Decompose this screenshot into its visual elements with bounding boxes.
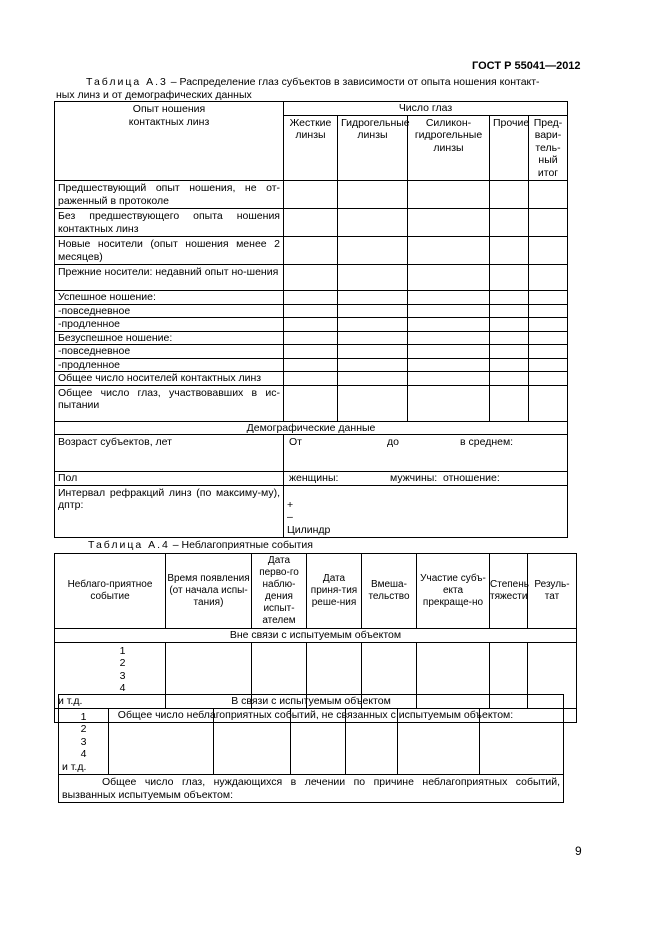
- section-related-header: В связи с испытуемым объектом: [59, 695, 564, 709]
- table-a3-header-experience: [55, 102, 284, 181]
- table-a3-row-label: -продленное: [55, 318, 284, 332]
- table-a3-row-label: -повседневное: [55, 345, 284, 359]
- sex-label: Пол: [55, 472, 284, 486]
- demographics-header: Демографические данные: [55, 421, 568, 435]
- table-a3-header-prelim: Пред-вари-тель-ный итог: [529, 115, 568, 181]
- standard-designation: ГОСТ Р 55041—2012: [472, 60, 581, 72]
- sex-ratio: отношение:: [443, 472, 500, 484]
- refraction-plus: +: [287, 498, 294, 511]
- table-a4-caption-label: Таблица А.4: [88, 539, 170, 551]
- table-a3-caption: [56, 76, 586, 101]
- table-a4-related: [58, 694, 564, 803]
- table-a3-row-label: Без предшествующего опыта ношения контактных линз: [55, 209, 284, 237]
- experience-header-line2: контактных линз: [128, 115, 210, 128]
- refraction-minus: –: [287, 511, 293, 523]
- related-event-numbers: [59, 708, 109, 775]
- event-number: 2: [80, 723, 87, 735]
- total-unrelated: Общее число неблагоприятных событий, не связанных с испытуемым объектом:: [55, 709, 577, 723]
- age-to: до: [387, 436, 399, 448]
- event-number: 4: [119, 682, 126, 694]
- table-a4-header-result: Резуль-тат: [528, 554, 577, 629]
- event-number: 2: [119, 657, 126, 669]
- event-number: 3: [119, 669, 126, 682]
- event-number: 3: [80, 735, 87, 748]
- table-a3-row-label: Предшествующий опыт ношения, не от-раженный в протоколе: [55, 181, 284, 209]
- table-a3-caption-label: Таблица А.3: [86, 76, 168, 88]
- page-number: 9: [575, 844, 582, 858]
- table-a3-row-label: Прежние носители: недавний опыт но-шения: [55, 265, 284, 291]
- age-mean: в среднем:: [460, 436, 514, 448]
- table-a4-header-event: Неблаго-приятное событие: [55, 554, 166, 629]
- age-label: Возраст субъектов, лет: [55, 435, 284, 472]
- refraction-values: [284, 485, 568, 538]
- table-a4-header-obs-date: Дата перво-го наблю-дения испыт-ателем: [252, 554, 307, 629]
- table-a4-header-severity: Степень тяжести: [490, 554, 528, 629]
- table-a3-header-rigid: Жесткие линзы: [284, 115, 338, 181]
- table-a4-header-intervention: Вмеша-тельство: [362, 554, 417, 629]
- sex-values: [284, 472, 568, 486]
- table-a3-row-label: Безуспешное ношение:: [55, 331, 284, 345]
- refraction-label: Интервал рефракций линз (по максиму-му), дптр:: [55, 485, 284, 538]
- table-a3-caption-text: – Распределение глаз субъектов в зависимости от опыта ношения контакт-: [167, 76, 540, 88]
- table-a3-row-label: -повседневное: [55, 304, 284, 318]
- age-values: [284, 435, 568, 472]
- table-a3-row-label: Общее число носителей контактных линз: [55, 372, 284, 386]
- table-a3-row-label: Успешное ношение:: [55, 291, 284, 305]
- refraction-cylinder: Цилиндр: [287, 523, 331, 536]
- table-a3-header-eye-count: Число глаз: [284, 102, 568, 116]
- table-a3-row-label: -продленное: [55, 358, 284, 372]
- event-number: 1: [119, 644, 126, 657]
- experience-header-line1: Опыт ношения: [132, 103, 206, 115]
- sex-women: женщины:: [289, 472, 339, 484]
- event-number: 4: [80, 748, 87, 760]
- sex-men: мужчины:: [390, 472, 438, 484]
- table-a4-header-participation: Участие субъ-екта прекраще-но: [417, 554, 490, 629]
- total-related: Общее число глаз, нуждающихся в лечении по причине неблагоприятных событий, вызванных испытуемым объектом:: [59, 775, 564, 803]
- table-a4-caption-text: – Неблагоприятные события: [169, 539, 313, 551]
- table-a3-row-label: Новые носители (опыт ношения менее 2 месяцев): [55, 237, 284, 265]
- table-a4-caption: [88, 539, 313, 552]
- table-a4-header-time: Время появления (от начала испы-тания): [166, 554, 252, 629]
- section-unrelated-header: Вне связи с испытуемым объектом: [55, 629, 577, 643]
- table-a3: [54, 101, 568, 538]
- table-a3-header-hydrogel: Гидрогельные линзы: [338, 115, 408, 181]
- event-etc: и т.д.: [58, 694, 83, 707]
- event-etc: и т.д.: [62, 760, 87, 773]
- table-a3-caption-line2: ных линз и от демографических данных: [56, 88, 252, 101]
- table-a3-header-other: Прочие: [490, 115, 529, 181]
- event-number: 1: [80, 710, 87, 723]
- table-a3-row-label: Общее число глаз, участвовавших в ис-пытании: [55, 385, 284, 421]
- table-a4-header-decision-date: Дата приня-тия реше-ния: [307, 554, 362, 629]
- age-from: От: [289, 436, 302, 448]
- table-a3-header-silicone: Силикон-гидрогельные линзы: [408, 115, 490, 181]
